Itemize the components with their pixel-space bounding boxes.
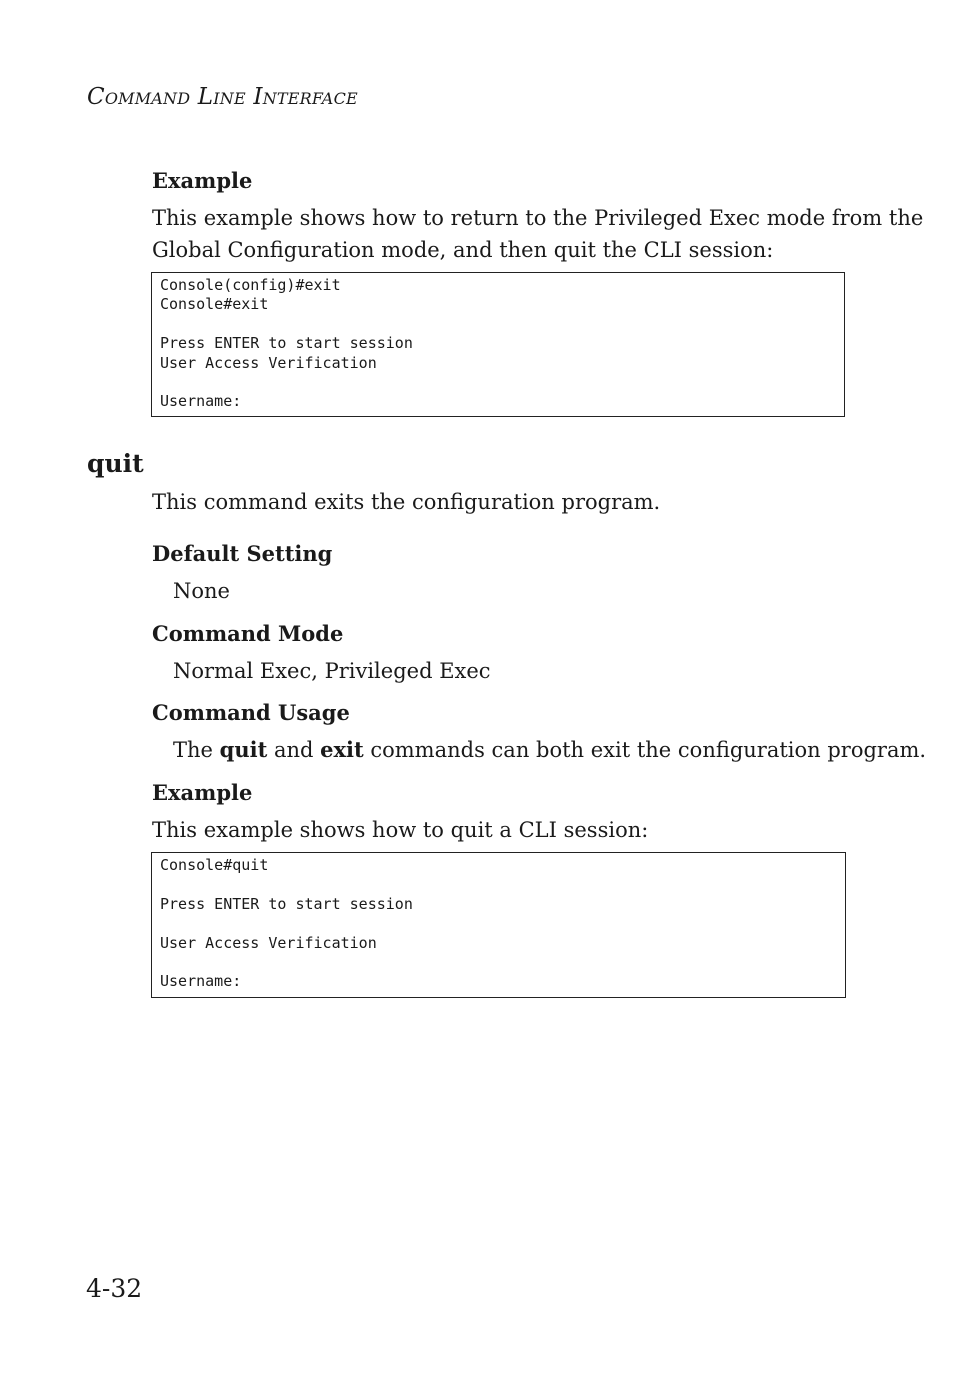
example-heading-2: Example <box>152 780 253 805</box>
command-usage-heading: Command Usage <box>152 700 350 725</box>
command-usage-text: The quit and exit commands can both exit the configuration program. <box>173 737 927 762</box>
default-setting-value: None <box>173 579 230 603</box>
code-example-exit: Console(config)#exit Console#exit Press ENTER to start session User Access Verification Username: <box>151 272 845 417</box>
command-mode-heading: Command Mode <box>152 621 344 646</box>
example-description-2: This example shows how to quit a CLI session: <box>152 818 649 842</box>
command-mode-value: Normal Exec, Privileged Exec <box>173 659 491 683</box>
section-title-quit: quit <box>87 449 144 478</box>
example-heading: Example <box>152 168 253 193</box>
quit-description: This command exits the configuration program. <box>152 490 661 514</box>
example-description-line-1: This example shows how to return to the Privileged Exec mode from the <box>152 206 924 230</box>
keyword-quit: quit <box>219 737 268 762</box>
default-setting-heading: Default Setting <box>152 541 333 566</box>
code-example-quit: Console#quit Press ENTER to start session User Access Verification Username: <box>151 852 846 998</box>
running-header: COMMAND LINE INTERFACE <box>87 84 358 110</box>
page-number: 4-32 <box>86 1274 143 1303</box>
keyword-exit: exit <box>320 737 364 762</box>
example-description-line-2: Global Configuration mode, and then quit the CLI session: <box>152 238 774 262</box>
